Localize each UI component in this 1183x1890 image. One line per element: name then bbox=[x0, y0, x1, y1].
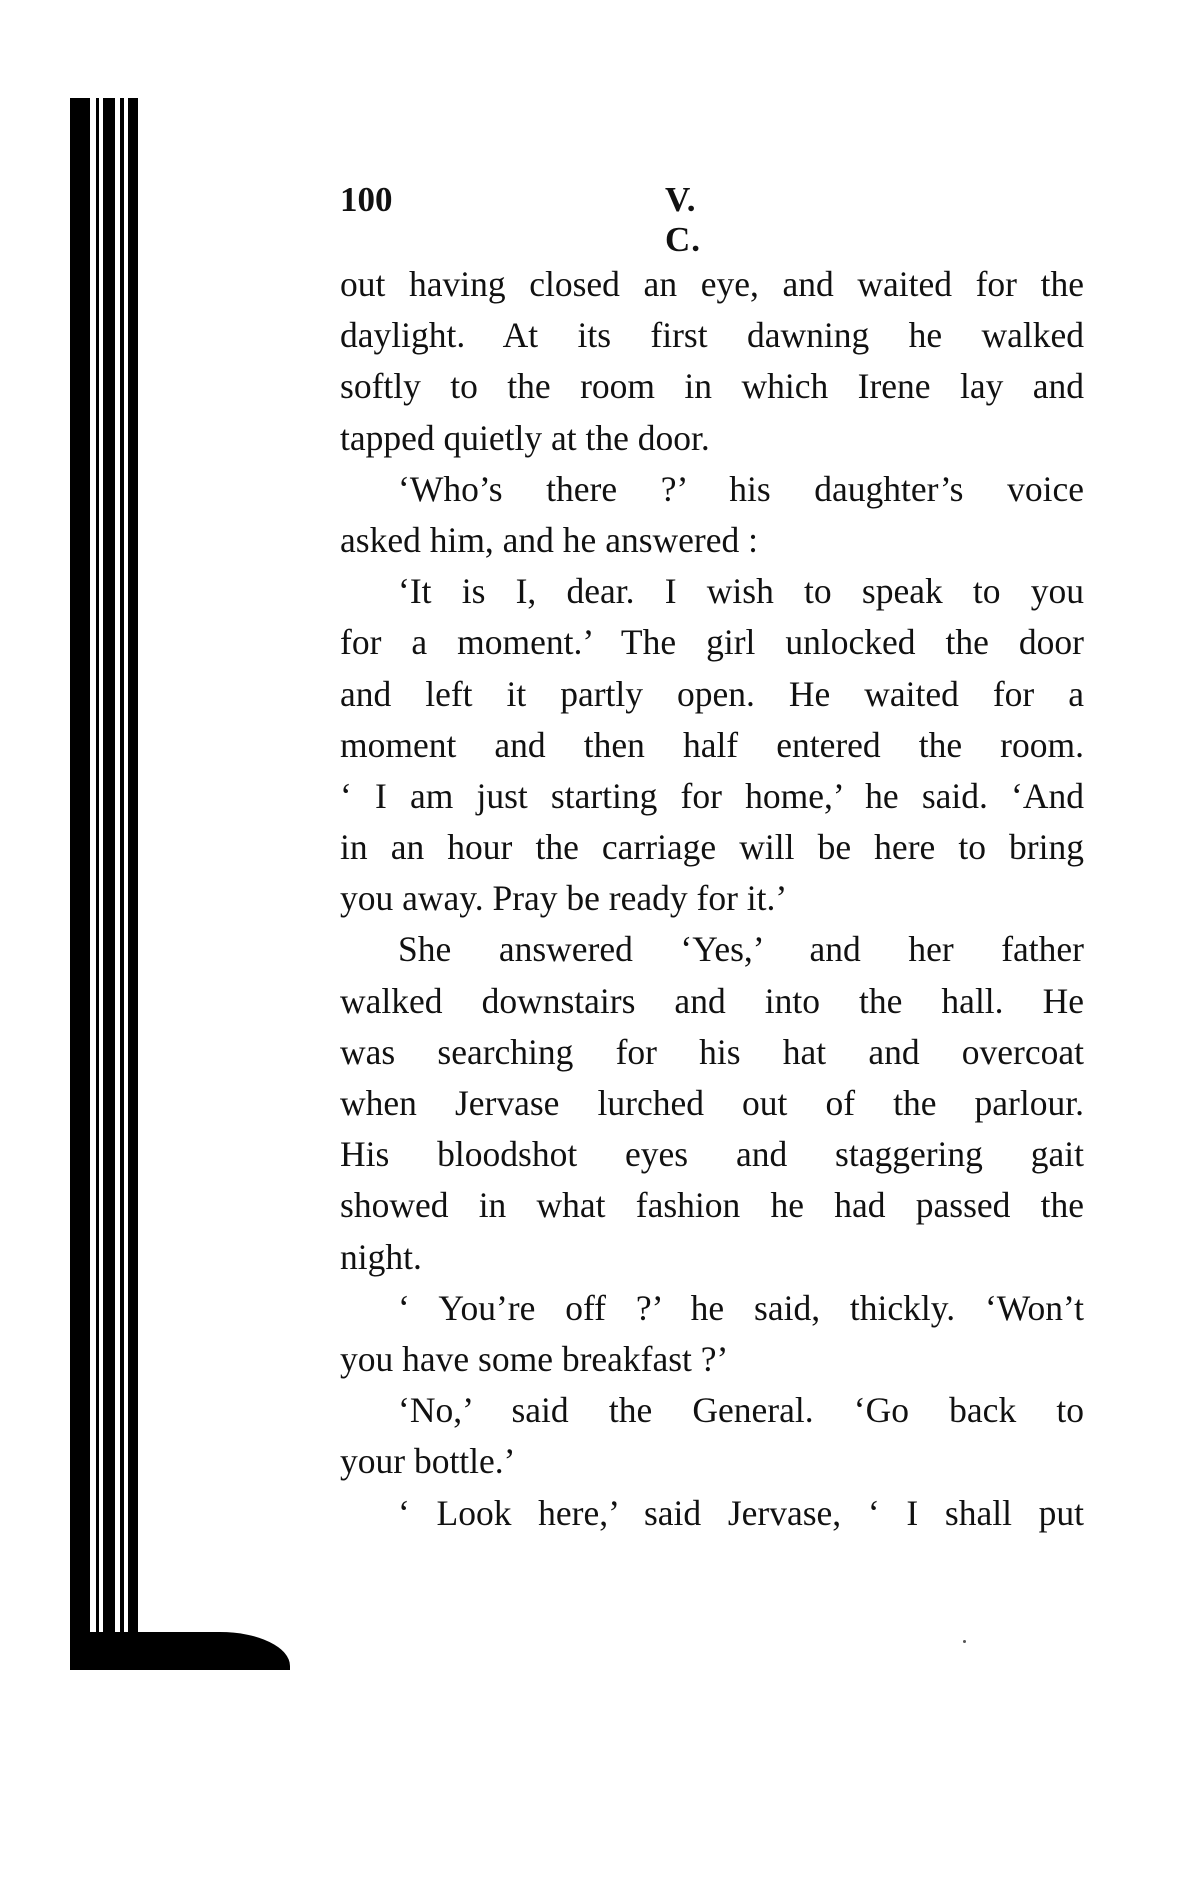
text-line: showed in what fashion he had passed the bbox=[340, 1185, 1084, 1226]
text-line: ‘ You’re off ?’ he said, thickly. ‘Won’t bbox=[398, 1287, 1084, 1328]
text-line: moment and then half entered the room. bbox=[340, 724, 1084, 765]
book-binding-edge bbox=[70, 98, 142, 1670]
text-line: tapped quietly at the door. bbox=[340, 417, 710, 458]
text-line: for a moment.’ The girl unlocked the door bbox=[340, 622, 1084, 663]
text-line: She answered ‘Yes,’ and her father bbox=[398, 929, 1084, 970]
text-line: softly to the room in which Irene lay and bbox=[340, 366, 1084, 407]
text-line: ‘ I am just starting for home,’ he said. ‘And bbox=[340, 775, 1084, 816]
text-line: night. bbox=[340, 1236, 422, 1277]
text-line: you have some breakfast ?’ bbox=[340, 1338, 729, 1379]
text-line: out having closed an eye, and waited for the bbox=[340, 264, 1084, 304]
text-line: ‘ Look here,’ said Jervase, ‘ I shall put bbox=[398, 1492, 1084, 1533]
text-line: His bloodshot eyes and staggering gait bbox=[340, 1134, 1084, 1175]
text-line: ‘No,’ said the General. ‘Go back to bbox=[398, 1390, 1084, 1431]
binding-foot bbox=[70, 1632, 290, 1670]
running-title: V. C. bbox=[665, 180, 702, 259]
text-line: daylight. At its first dawning he walked bbox=[340, 315, 1084, 356]
page-number: 100 bbox=[340, 180, 393, 219]
text-line: when Jervase lurched out of the parlour. bbox=[340, 1083, 1084, 1123]
page-text bbox=[340, 259, 1084, 1539]
scan-speck bbox=[963, 1640, 966, 1643]
page-header bbox=[340, 180, 740, 259]
text-line: in an hour the carriage will be here to bring bbox=[340, 827, 1084, 868]
text-line: ‘Who’s there ?’ his daughter’s voice bbox=[398, 468, 1084, 509]
text-line: your bottle.’ bbox=[340, 1441, 516, 1482]
text-line: walked downstairs and into the hall. He bbox=[340, 980, 1084, 1021]
text-line: was searching for his hat and overcoat bbox=[340, 1031, 1084, 1072]
text-line: and left it partly open. He waited for a bbox=[340, 673, 1084, 714]
text-line: asked him, and he answered : bbox=[340, 519, 758, 560]
text-line: you away. Pray be ready for it.’ bbox=[340, 878, 788, 919]
text-line: ‘It is I, dear. I wish to speak to you bbox=[398, 571, 1084, 612]
